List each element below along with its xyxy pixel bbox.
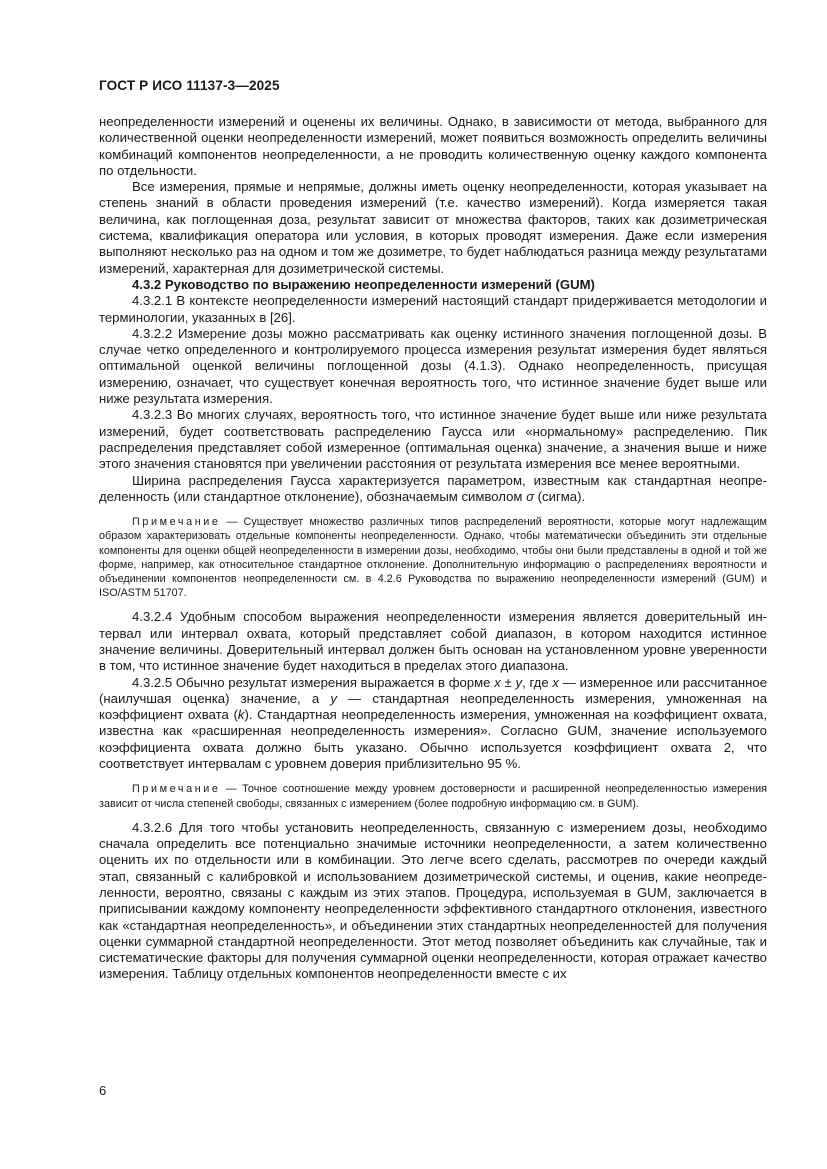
section-heading-4-3-2: 4.3.2 Руководство по выражению неопределенности измерений (GUM) bbox=[132, 276, 595, 292]
formula: x ± y bbox=[494, 674, 523, 690]
variable-k: k bbox=[237, 707, 245, 723]
sigma-symbol: σ bbox=[526, 488, 535, 504]
paragraph-continuation: неопределенности измерений и оценены их величины. Однако, в зависимости от метода, выбранного для количественной оценки неопределенности измерений, может появиться возможность определить величины комбинаций компонентов неопределенности, а не проводить количественную оценку каждого компонента по отдельности. bbox=[99, 114, 767, 178]
text-segment: — измеренное или рассчитанное (наилучшая оценка) значение, а bbox=[99, 674, 768, 706]
paragraph-4-3-2-3: 4.3.2.3 Во многих случаях, вероятность того, что истинное значение будет выше или ниже результата измерений, будет соответствовать распределению Гаусса или «нормальному» распределению. Пик распределения представляет собой измеренное (оптимальная оценка) значение, а значения выше и ниже этого значения становятся при увеличении расстояния от результата измерения все менее вероятными. bbox=[99, 407, 767, 472]
page-number: 6 bbox=[99, 1083, 107, 1098]
note-text: — Точное соотношение между уровнем достоверности и расширенной неопределенностью измерения зависит от числа степеней свободы, связанных с измерением (более подробную информацию см. в GUM). bbox=[99, 783, 767, 810]
text-segment: Ширина распределения Гаусса характеризуется параметром, известным как стандартная неопределенность (или стандартное отклонение), обозначаемым символом bbox=[99, 472, 767, 504]
paragraph-4-3-2-4: 4.3.2.4 Удобным способом выражения неопределенности измерения является доверительный интервал или интервал охвата, который представляет собой диапазон, в котором находится истинное значение величины. Доверительный интервал должен быть основан на установленном уровне уверенности в том, что истинное значение будет находиться в пределах этого диапазона. bbox=[99, 609, 767, 674]
note-1 bbox=[99, 515, 767, 600]
note-label: Примечание bbox=[132, 783, 221, 796]
document-body bbox=[99, 114, 767, 983]
note-label: Примечание bbox=[132, 516, 221, 529]
text-segment: , где bbox=[522, 674, 553, 690]
paragraph-4-3-2-1: 4.3.2.1 В контексте неопределенности измерений настоящий стандарт придерживается методологии и терминологии, указанных в [26]. bbox=[99, 293, 767, 325]
paragraph-gauss-width bbox=[99, 473, 767, 506]
paragraph-4-3-2-5 bbox=[99, 675, 767, 773]
text-segment: ). Стандартная неопределенность измерения, умноженная на коэффициент охвата, известна как «расширенная неопределенность измерения». Согласно GUM, значение используемого коэффициента охвата должно быть указано. Обычно используется коэффициент охвата 2, что соответствует интервалам с уровнем доверия приблизительно 95 %. bbox=[99, 707, 767, 772]
text-segment: — стандартная неопределенность измерения, умноженная на коэффициент охвата ( bbox=[99, 690, 768, 723]
variable-y: y bbox=[330, 690, 337, 706]
note-text: — Существует множество различных типов распределений вероятности, которые могут надлежащим образом характеризовать отдельные компоненты неопределенности. Однако, чтобы математически объединить эти отдельные компоненты для оценки общей неопределенности в измерении дозы, необходимо, чтобы они были представлены в одной и той же форме, например, как относительное стандартное отклонение. Дополнительную информацию о распределениях вероятности и объединении компонентов неопределенности см. в 4.2.6 Руководства по выражению неопределенности измерений (GUM) и ISO/ASTM 51707. bbox=[99, 516, 767, 600]
note-2 bbox=[99, 782, 767, 810]
text-segment: (сигма). bbox=[534, 488, 586, 504]
variable-x: x bbox=[552, 674, 559, 690]
paragraph-4-3-2-6: 4.3.2.6 Для того чтобы установить неопределенность, связанную с измерением дозы, необходимо сначала определить все потенциально значимые источники неопределенности, а затем количественно оценить их по отдельности или в комбинации. Это легче всего сделать, рассмотрев по очереди каждый этап, связанный с калибровкой и использованием дозиметрической системы, и оценив, какие неопределенности, вероятно, связаны с каждым из этих этапов. Процедура, используемая в GUM, заключается в приписывании каждому компоненту неопределенности эффективного стандартного отклонения, известного как «стандартная неопределенность», и объединении этих стандартных неопределенностей для получения оценки суммарной стандартной неопределенности. Этот метод позволяет объединить как случайные, так и систематические факторы для получения суммарной оценки неопределенности, которая отражает качество измерения. Таблицу отдельных компонентов неопределенности вместе с их bbox=[99, 819, 767, 982]
paragraph-4-3-2-2: 4.3.2.2 Измерение дозы можно рассматривать как оценку истинного значения поглощенной дозы. В случае четко определенного и контролируемого процесса измерения результат измерения будет являться оптимальной оценкой величины поглощенной дозы (4.1.3). Однако неопределенность, присущая измерению, означает, что существует конечная вероятность того, что истинное значение будет выше или ниже результата измерения. bbox=[99, 325, 767, 407]
text-segment: 4.3.2.5 Обычно результат измерения выражается в форме bbox=[132, 674, 495, 690]
document-header: ГОСТ Р ИСО 11137-3—2025 bbox=[99, 78, 280, 93]
paragraph-measurements: Все измерения, прямые и непрямые, должны иметь оценку неопределенности, которая указывает на степень знаний в области проведения измерений (т.е. качество измерений). Когда измеряется такая величина, как поглощенная доза, результат зависит от множества факторов, таких как дозиметрическая система, квалификация оператора или условия, в которых проводят измерения. Даже если измерения выполняют несколько раз на одном и том же дозиметре, то будет наблюдаться разница между результатами измерений, характерная для дозиметрической системы. bbox=[99, 179, 767, 276]
